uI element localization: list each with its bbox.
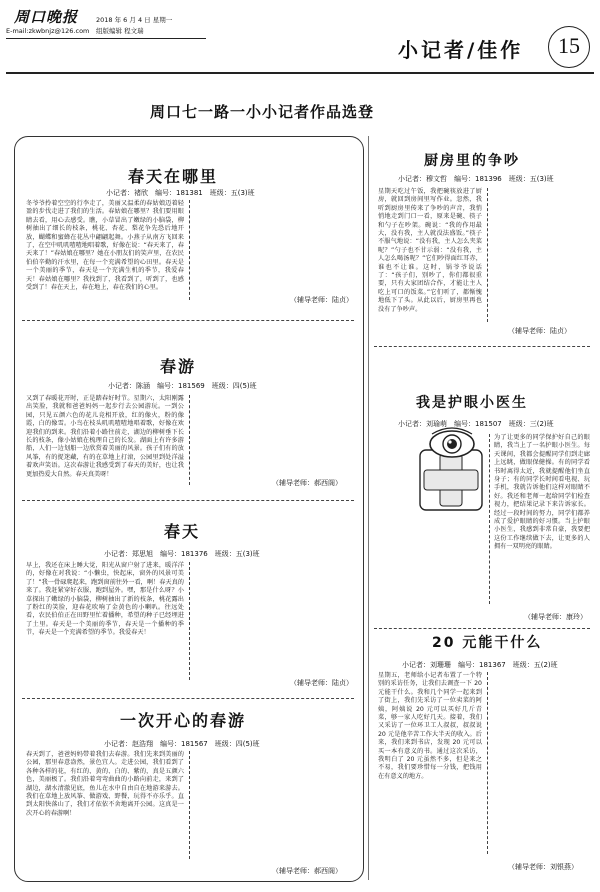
article-separator [374, 628, 590, 629]
article-tutor-springday: （辅导老师：陆贞） [290, 679, 353, 687]
article-title-outing: 春游 [160, 357, 197, 376]
article-body-spring-col2 [194, 200, 352, 290]
header-editor: 组版编辑 程文瑞 [96, 27, 144, 35]
article-separator [22, 698, 354, 699]
article-body-kitchen: 星期天吃过午饭，我把碗筷放进了厨房，就回到房间里写作业。忽然，我听到厨房里传来了争吵的声音，我悄悄地走到门口一看，原来是碗、筷子和勺子在吵架。碗说：“我的作用最大，没有我，主人就没法盛饭。”筷子不服气地说：“没有我，主人怎么夹菜呢？”勺子也不甘示弱：“没有我，主人怎么喝汤呢？”它们吵得面红耳赤，谁也不让谁。这时，锅爷爷说话了：“孩子们，别吵了，你们都很重要，只有大家团结合作，才能让主人吃上可口的饭菜。”它们听了，都惭愧地低下了头。从此以后，厨房里再也没有了争吵声。 [378, 188, 482, 313]
article-tutor-kitchen: （辅导老师：陆贞） [508, 327, 571, 335]
section-title: 小记者/佳作 [398, 38, 524, 62]
header-email: E-mail:zkwbnjz@126.com [6, 27, 90, 35]
header-bottom-rule [6, 72, 594, 74]
article-byline-outing: 小记者：陈涵 编号：181569 班级：四(5)班 [108, 382, 257, 390]
article-body-money: 星期五，老师给小记者布置了一个特别的采访任务，让我们去调查一下 20 元能干什么。我和几个同学一起来到了街上，我们先采访了一位卖菜的阿姨，阿姨说 20 元可以买好几斤青菜，够一家人吃好几天。接着，我们又采访了一位环卫工人叔叔，叔叔说 20 元是他辛苦工作大半天的收入。后来，我们来到书店，发现 20 元可以买一本有意义的书。通过这次采访，我明白了 20 元虽然不多，但是来之不易，我们要珍惜每一分钱，把钱用在有意义的地方。 [378, 672, 482, 780]
article-byline-springday: 小记者：郑思旭 编号：181376 班级：五(3)班 [104, 550, 260, 558]
column-divider [189, 395, 190, 485]
article-byline-trip: 小记者：赵浩翔 编号：181567 班级：四(5)班 [104, 740, 260, 748]
article-title-springday: 春天 [164, 522, 201, 541]
article-tutor-eye: （辅导老师：康玲） [524, 613, 587, 621]
eye-doctor-illustration [414, 428, 490, 514]
article-body-eye-col1 [378, 548, 482, 606]
article-body-spring: 冬爷爷拎着空空的行李走了，美丽又温柔的春姑娘迈着轻盈的步伐走进了我们的生活。春姑娘在哪里？我们要用眼睛去看，用心去感受。瞧，小草冒出了嫩绿的小脑袋，柳树抽出了细长的枝条，桃花、杏花、梨花争先恐后地开放，蝴蝶和蜜蜂在花丛中翩翩起舞。小燕子从南方飞回来了，在空中叽叽喳喳地唱着歌，好像在说：“春天来了，春天来了！”春姑娘在哪里？她在小朋友们的笑声里，在农民伯伯辛勤的汗水里，在每一个充满希望的心田里。春天是一个美丽的季节，春天是一个充满生机的季节，我爱春天！春姑娘在哪里？我找到了，我看到了，听到了，也感受到了！春在天上，春在地上，春在我们的心里。 [26, 200, 184, 292]
article-separator [374, 346, 590, 347]
article-body-trip: 春天到了，爸爸妈妈带着我们去春游。我们先来到美丽的公园，那里春意盎然，景色宜人。走进公园，我们看到了各种各样的花，有红的、黄的、白的、紫的，真是五颜六色，美丽极了。我们沿着弯弯曲曲的小路向前走，来到了湖边，湖水清澈见底，鱼儿在水中自由自在地游来游去。我们在草地上放风筝、做游戏、野餐，玩得不亦乐乎。直到太阳快落山了，我们才依依不舍地离开公园。这真是一次开心的春游啊！ [26, 751, 184, 817]
column-divider [489, 434, 490, 604]
article-byline-kitchen: 小记者：穆文哲 编号：181396 班级：五(3)班 [398, 175, 554, 183]
article-body-eye-gap [378, 434, 406, 544]
article-byline-money: 小记者：刘珊珊 编号：181367 班级：五(2)班 [402, 661, 558, 669]
article-title-trip: 一次开心的春游 [120, 711, 247, 730]
newspaper-logo: 周口晚报 [14, 8, 79, 26]
article-title-money: 20 元能干什么 [432, 635, 543, 651]
article-body-springday: 早上，我还在床上睡大觉，阳光从窗户射了进来，暖洋洋的，好像在对我说：“小懒虫，快起床，窗外的风景可美了！”我一骨碌爬起来，跑到窗前往外一看，啊！春天真的来了。我赶紧穿好衣服，跑到屋外。嘿，那是什么呀？小草探出了嫩绿的小脑袋，柳树抽出了新的枝条，桃花露出了粉红的笑脸，迎春花吹响了金黄色的小喇叭。往远处看，农民伯伯正在田野里忙着播种，希望的种子已经埋进了土里。春天是一个美丽的季节，春天是一个播种的季节，春天是一个充满希望的季节。我爱春天！ [26, 562, 184, 637]
article-body-money-col2 [492, 672, 590, 842]
feature-banner: 周口七一路一小小记者作品选登 [150, 103, 375, 121]
article-title-spring: 春天在哪里 [128, 167, 219, 186]
header-rule [6, 38, 206, 39]
article-title-kitchen: 厨房里的争吵 [424, 153, 520, 169]
article-separator [22, 320, 354, 321]
article-byline-eye: 小记者：刘瑜萌 编号：181507 班级：三(2)班 [398, 420, 554, 428]
header-date: 2018 年 6 月 4 日 星期一 [96, 16, 173, 24]
page-number: 15 [548, 26, 590, 68]
article-tutor-trip: （辅导老师：郝西阁） [272, 867, 342, 875]
article-body-outing: 又到了春暖花开时，正是踏春好时节。星期六，太阳刚露出笑脸，我就和爸爸妈妈一起步行去公园游玩。一到公园，只见五颜六色的花儿竞相开放，红的像火，粉的像霞，白的像雪。小鸟在枝头叽叽喳喳地唱着歌，好像在欢迎我们的到来。我们沿着小路往前走，湖边的柳树垂下长长的枝条，像小姑娘在梳理自己的长发。湖面上有许多游船，人们一边划船一边欣赏着美丽的风景。孩子们有的放风筝，有的捉迷藏，有的在草地上打滚，公园里到处洋溢着欢声笑语。这次春游让我感受到了春天的美好，也让我更加热爱大自然。春天真美呀！ [26, 395, 184, 478]
article-tutor-spring: （辅导老师：陆贞） [290, 296, 353, 304]
column-divider [189, 751, 190, 859]
article-title-eye: 我是护眼小医生 [416, 395, 528, 411]
column-divider [487, 188, 488, 322]
article-tutor-outing: （辅导老师：郝西阁） [272, 479, 342, 487]
article-tutor-money: （辅导老师：刘银燕） [508, 863, 578, 871]
column-divider [189, 200, 190, 300]
column-divider [189, 562, 190, 680]
article-separator [22, 500, 354, 501]
article-byline-spring: 小记者：褚欣 编号：181381 班级：五(3)班 [106, 189, 255, 197]
column-rule [368, 136, 369, 880]
article-body-eye: 为了让更多的同学保护好自己的眼睛，我当上了一名护眼小医生。每天课间，我都会提醒同学们到走廊上远眺，做眼保健操。有的同学看书时离得太近，我就提醒他们坐直身子；有的同学长时间看电视、玩手机，我就告诉他们这样对眼睛不好。我还和老师一起给同学们检查视力，把结果记录下来告诉家长。经过一段时间的努力，同学们都养成了爱护眼睛的好习惯。当上护眼小医生，我感到非常自豪，我要把这份工作继续做下去，让更多的人拥有一双明亮的眼睛。 [494, 434, 590, 551]
column-divider [487, 672, 488, 854]
